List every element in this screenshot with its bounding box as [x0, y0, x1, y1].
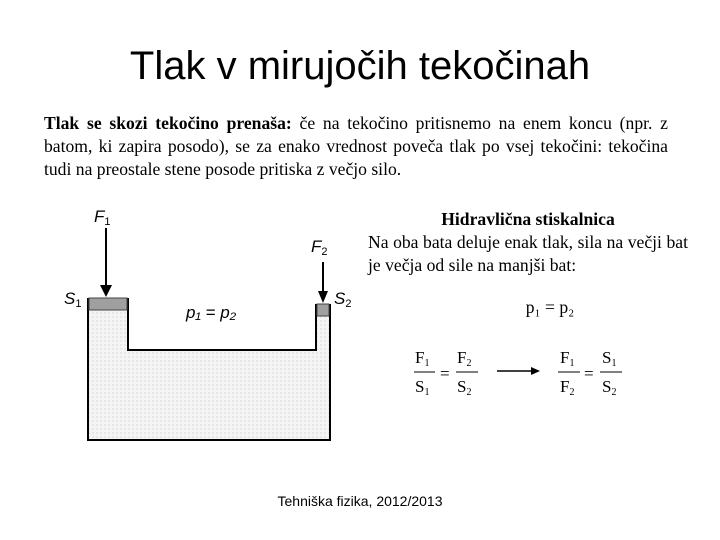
press-equation: p₁ = p₂ — [525, 297, 575, 317]
force-arrowhead-1 — [100, 285, 112, 297]
label-f1: F1 — [94, 207, 111, 228]
ratio-formula-right — [558, 348, 622, 398]
frac1-num: F1 — [415, 348, 430, 369]
frac2-num: F2 — [457, 348, 472, 369]
frac2-den: S2 — [457, 377, 472, 398]
large-piston — [89, 298, 127, 310]
formula-equals-2: = — [584, 364, 594, 383]
frac1-den: S1 — [415, 377, 430, 398]
intro-text: če na tekočino pritisnemo na enem koncu (npr. z batom, ki zapira posodo), se za enako vrednost poveča tlak po vsej tekočini: tekočina tudi na preostale stene posode pritiska z večjo silo. — [44, 113, 668, 179]
hydraulic-press-description — [368, 208, 688, 277]
label-s1: S1 — [64, 289, 82, 310]
frac4-den: S2 — [602, 377, 617, 398]
footer: Tehniška fizika, 2012/2013 — [277, 493, 443, 509]
frac3-den: F2 — [560, 377, 575, 398]
ratio-formula-left — [414, 348, 478, 398]
press-text: Na oba bata deluje enak tlak, sila na večji bat je večja od sile na manjši bat: — [368, 232, 688, 275]
force-arrowhead-2 — [318, 291, 328, 303]
label-f2: F2 — [311, 237, 328, 258]
small-piston — [317, 304, 329, 316]
slide-title: Tlak v mirujočih tekočinah — [129, 44, 591, 88]
implies-arrowhead — [531, 367, 540, 375]
intro-bold: Tlak se skozi tekočino prenaša: — [44, 113, 292, 133]
label-s2: S2 — [334, 289, 352, 310]
press-heading: Hidravlična stiskalnica — [441, 209, 615, 229]
diagram-pressure-equation: p₁ = p₂ — [186, 303, 237, 322]
frac4-num: S1 — [602, 348, 617, 369]
formula-equals-1: = — [440, 364, 450, 383]
frac3-num: F1 — [560, 348, 575, 369]
